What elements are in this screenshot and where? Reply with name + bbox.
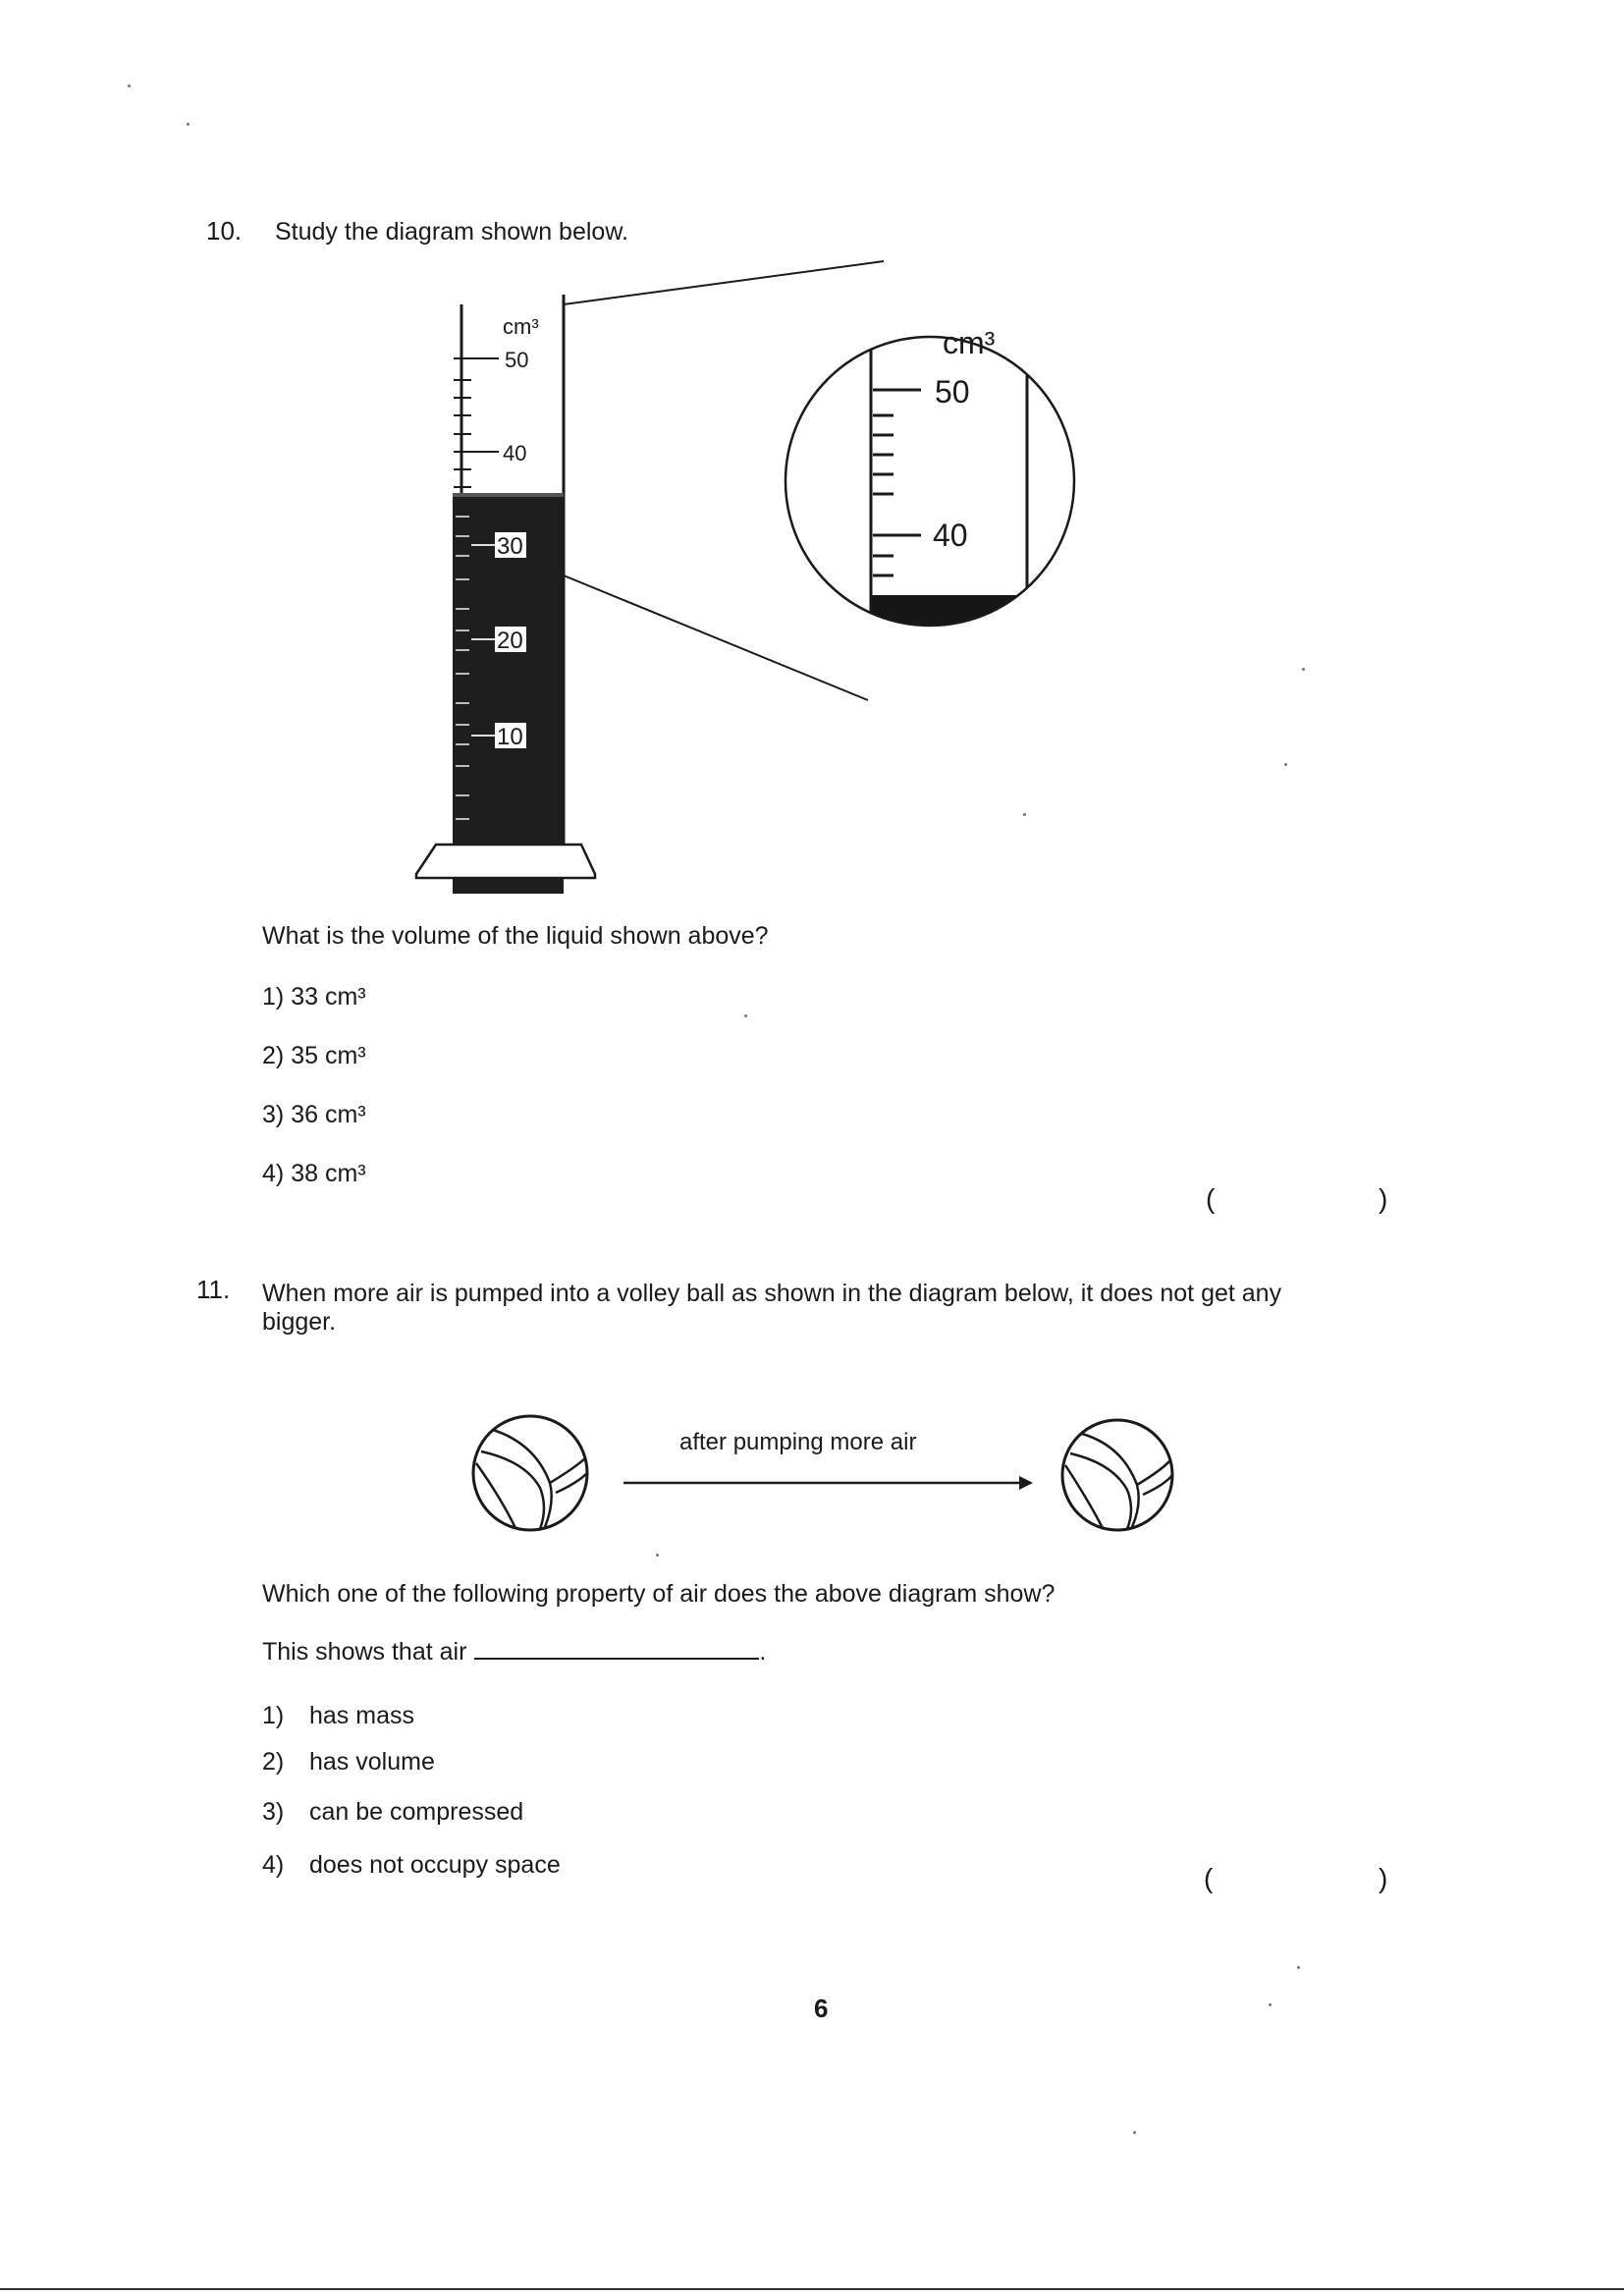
option-text: 35 cm³	[291, 1042, 366, 1069]
scan-speck	[1297, 1966, 1300, 1969]
option-text: 36 cm³	[291, 1101, 366, 1128]
q11-option-1[interactable]	[262, 1701, 414, 1730]
arrow-label: after pumping more air	[679, 1429, 917, 1455]
cylinder-label-10: 10	[497, 724, 523, 750]
option-number: 1)	[262, 1702, 285, 1729]
magnified-liquid	[871, 595, 1028, 733]
bottom-rule	[0, 2288, 1624, 2290]
cylinder-label-30: 30	[497, 533, 523, 560]
option-number: 3)	[262, 1101, 285, 1128]
option-text: 33 cm³	[291, 983, 366, 1011]
volleyball-after-icon	[1062, 1420, 1172, 1530]
cylinder-label-50: 50	[505, 348, 529, 372]
q11-option-3[interactable]	[262, 1797, 523, 1827]
arrow-head-icon	[1019, 1476, 1033, 1490]
q10-option-2[interactable]	[262, 1041, 366, 1070]
scan-speck	[128, 84, 131, 87]
volleyball-before-icon	[473, 1416, 587, 1530]
page-number: 6	[814, 1994, 829, 2023]
scan-speck	[1302, 668, 1305, 671]
option-number: 3)	[262, 1798, 285, 1826]
question-10-prompt: Study the diagram shown below.	[275, 218, 628, 246]
question-11-number: 11.	[196, 1275, 231, 1304]
magnified-label-50: 50	[935, 374, 970, 410]
cylinder-base	[416, 845, 595, 878]
option-text: can be compressed	[309, 1798, 524, 1826]
option-text: 38 cm³	[291, 1160, 366, 1187]
stem-text: This shows that air	[262, 1638, 467, 1666]
cylinder-label-40: 40	[503, 441, 527, 465]
q10-option-3[interactable]	[262, 1100, 366, 1129]
option-number: 2)	[262, 1042, 285, 1069]
question-11-prompt-line2: bigger.	[262, 1308, 337, 1336]
magnified-unit-label: cm³	[943, 325, 996, 360]
cylinder-label-20: 20	[497, 628, 523, 654]
scan-speck	[1023, 813, 1026, 816]
question-10-text: What is the volume of the liquid shown above?	[262, 922, 769, 950]
q10-answer-open: (	[1206, 1183, 1216, 1214]
question-11-text: Which one of the following property of air does the above diagram show?	[262, 1580, 1056, 1608]
q11-answer-open: (	[1204, 1863, 1214, 1893]
option-text: has volume	[309, 1748, 435, 1776]
q11-stem	[262, 1636, 766, 1667]
answer-blank[interactable]	[474, 1636, 759, 1660]
scan-speck	[187, 123, 189, 126]
question-10-number: 10.	[206, 216, 243, 246]
q11-option-2[interactable]	[262, 1747, 435, 1777]
option-number: 2)	[262, 1748, 285, 1776]
q10-option-4[interactable]	[262, 1159, 366, 1188]
question-11-prompt-line1: When more air is pumped into a volley ball as shown in the diagram below, it does not get any	[262, 1280, 1282, 1307]
stem-end: .	[759, 1638, 767, 1666]
option-text: has mass	[309, 1702, 414, 1729]
scan-speck	[1133, 2131, 1136, 2134]
option-number: 4)	[262, 1851, 285, 1879]
magnifier-connector-top	[564, 261, 884, 304]
q11-option-4[interactable]	[262, 1850, 561, 1880]
scan-speck	[1284, 763, 1287, 766]
option-number: 1)	[262, 983, 285, 1011]
q10-option-1[interactable]	[262, 982, 366, 1011]
q10-answer-box[interactable]	[1222, 1178, 1370, 1218]
cylinder-unit-label: cm³	[503, 314, 539, 339]
option-text: does not occupy space	[309, 1851, 561, 1879]
magnifier-connector-bottom	[564, 575, 868, 700]
option-number: 4)	[262, 1160, 285, 1187]
magnified-label-40: 40	[933, 518, 968, 553]
scan-speck	[744, 1014, 747, 1017]
scan-speck	[656, 1554, 659, 1557]
measuring-cylinder-diagram	[393, 246, 1198, 894]
magnified-view	[785, 301, 1080, 733]
scan-speck	[1269, 2003, 1272, 2006]
volleyball-diagram	[461, 1404, 1188, 1552]
q11-answer-box[interactable]	[1222, 1858, 1370, 1897]
q10-answer-close: )	[1379, 1183, 1388, 1214]
q11-answer-close: )	[1379, 1863, 1388, 1893]
